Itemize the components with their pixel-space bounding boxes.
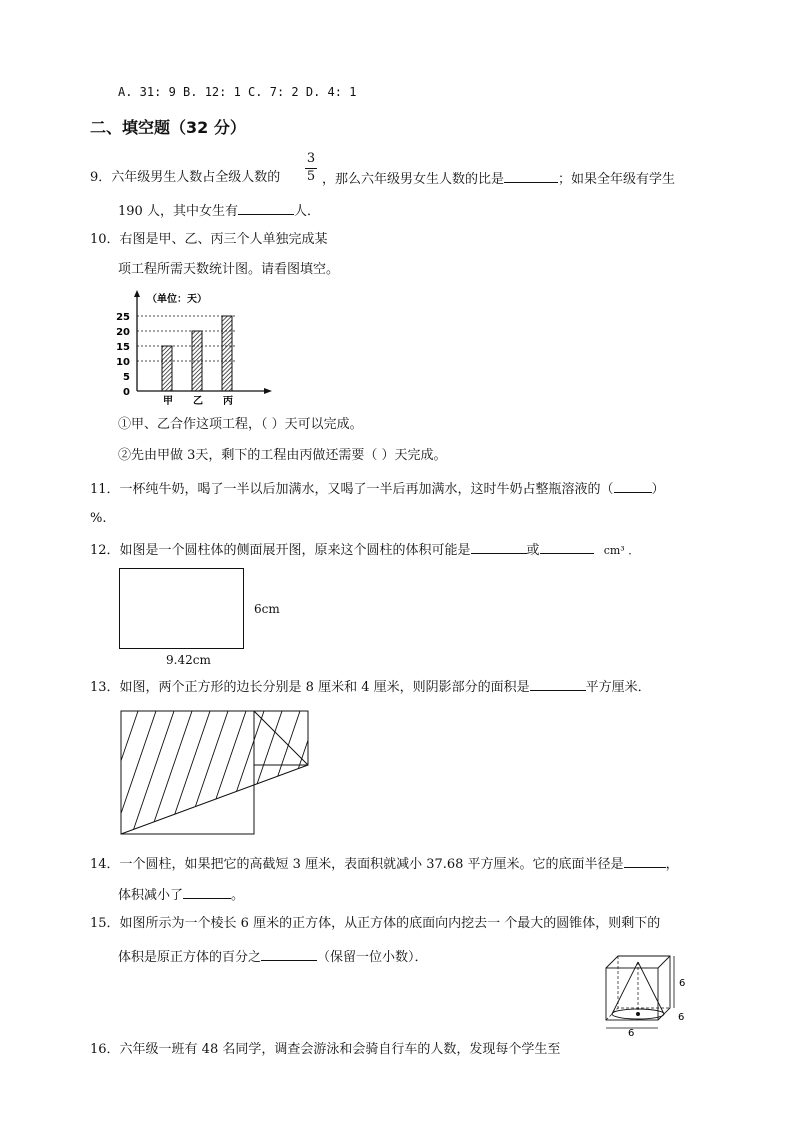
q12-blank-2[interactable] bbox=[540, 541, 594, 554]
bar-chart bbox=[115, 288, 275, 408]
shaded-region bbox=[78, 711, 336, 834]
chart-y-tick-label: 25 bbox=[116, 312, 130, 323]
q12-unit: cm³ ． bbox=[603, 544, 640, 557]
q15-line2-suffix: （保留一位小数）． bbox=[317, 950, 428, 965]
cone-center-dot bbox=[636, 1012, 640, 1016]
q9-line1 bbox=[90, 170, 280, 186]
q14-line2-prefix: 体积减小了 bbox=[118, 888, 184, 903]
q13-suffix: 平方厘米． bbox=[585, 680, 651, 695]
unfolded-rectangle bbox=[119, 568, 244, 649]
q9-line2 bbox=[118, 202, 320, 220]
q9-fraction-denominator: 5 bbox=[306, 169, 316, 184]
large-square bbox=[121, 711, 254, 834]
q14-line2-suffix: 。 bbox=[231, 888, 245, 903]
q14-blank-radius[interactable] bbox=[624, 855, 666, 868]
q10-line1: 10．右图是甲、乙、丙三个人单独完成某 bbox=[90, 232, 328, 247]
chart-category-label: 乙 bbox=[193, 396, 203, 407]
q10-line2: 项工程所需天数统计图。请看图填空。 bbox=[118, 262, 340, 277]
q9-middle: ，那么六年级男女生人数的比是 bbox=[322, 172, 505, 187]
q12-or: 或 bbox=[526, 543, 540, 558]
q11-text: 11．一杯纯牛奶，喝了一半以后加满水，又喝了一半后再加满水，这时牛奶占整瓶溶液的（ bbox=[90, 482, 614, 497]
q14-blank-volume[interactable] bbox=[183, 886, 231, 899]
chart-bar-3 bbox=[222, 316, 232, 391]
q15-line1: 15．如图所示为一个棱长 6 厘米的正方体，从正方体的底面向内挖去一 个最大的圆锥体，则剩下的 bbox=[90, 916, 661, 931]
q9-line1-rest bbox=[322, 170, 675, 188]
chart-y-axis-arrow bbox=[134, 290, 140, 297]
q13-blank[interactable] bbox=[530, 678, 586, 691]
two-squares-figure bbox=[118, 708, 318, 838]
q14-prefix: 14．一个圆柱，如果把它的高截短 3 厘米，表面积就减小 37.68 平方厘米。它的底面半径是 bbox=[90, 857, 624, 872]
chart-y-tick-label: 15 bbox=[116, 342, 130, 353]
q13-line bbox=[90, 678, 651, 696]
cube-cone-figure bbox=[600, 952, 692, 1039]
chart-title: （单位：天） bbox=[147, 294, 207, 305]
cube-width-label: 6 bbox=[628, 1028, 635, 1039]
chart-y-tick-label: 20 bbox=[116, 327, 130, 338]
q15-blank[interactable] bbox=[261, 948, 317, 961]
q9-after-blank: ；如果全年级有学生 bbox=[558, 172, 676, 187]
q14-suffix: ， bbox=[665, 857, 679, 872]
q9-fraction-numerator: 3 bbox=[306, 151, 316, 166]
q12-line bbox=[90, 541, 639, 559]
q11-line1 bbox=[90, 480, 665, 498]
rect-width-label: 9.42cm bbox=[166, 653, 211, 667]
chart-bar-1 bbox=[162, 346, 172, 391]
q15-line2 bbox=[118, 948, 428, 966]
q15-line2-prefix: 体积是原正方体的百分之 bbox=[118, 950, 262, 965]
q11-blank[interactable] bbox=[614, 480, 652, 493]
chart-x-axis-arrow bbox=[264, 388, 272, 394]
q11-close: ） bbox=[651, 482, 665, 497]
q9-blank-ratio[interactable] bbox=[504, 170, 558, 183]
chart-category-label: 甲 bbox=[163, 396, 173, 407]
rect-height-label: 6cm bbox=[254, 602, 280, 616]
chart-y-tick-label: 10 bbox=[116, 357, 130, 368]
q8-options: A. 31: 9 B. 12: 1 C. 7: 2 D. 4: 1 bbox=[118, 85, 357, 99]
chart-y-tick-label: 5 bbox=[123, 372, 130, 383]
q12-prefix: 12．如图是一个圆柱体的侧面展开图，原来这个圆柱的体积可能是 bbox=[90, 543, 471, 558]
q9-line2-prefix: 190 人，其中女生有 bbox=[118, 204, 238, 219]
section-heading: 二、填空题（32 分） bbox=[90, 118, 246, 137]
q9-line2-suffix: 人． bbox=[293, 204, 320, 219]
q9-blank-girls[interactable] bbox=[238, 202, 294, 215]
chart-bar-2 bbox=[192, 331, 202, 391]
q14-line1 bbox=[90, 855, 679, 873]
cube-height-label: 6 bbox=[679, 978, 686, 989]
q14-line2 bbox=[118, 886, 244, 904]
q16-line1: 16．六年级一班有 48 名同学，调查会游泳和会骑自行车的人数，发现每个学生至 bbox=[90, 1042, 561, 1057]
q10-sub1: ①甲、乙合作这项工程，（ ）天可以完成。 bbox=[118, 417, 363, 432]
q9-prefix: 9．六年级男生人数占全级人数的 bbox=[90, 170, 281, 185]
q10-sub2: ②先由甲做 3天，剩下的工程由丙做还需要（ ）天完成。 bbox=[118, 448, 447, 463]
q11-line2: %. bbox=[90, 511, 107, 526]
chart-category-label: 丙 bbox=[223, 396, 233, 407]
cube-depth-label: 6 bbox=[678, 1012, 685, 1023]
chart-y-tick-label: 0 bbox=[123, 387, 130, 398]
q12-blank-1[interactable] bbox=[471, 541, 527, 554]
q13-prefix: 13．如图，两个正方形的边长分别是 8 厘米和 4 厘米，则阴影部分的面积是 bbox=[90, 680, 530, 695]
